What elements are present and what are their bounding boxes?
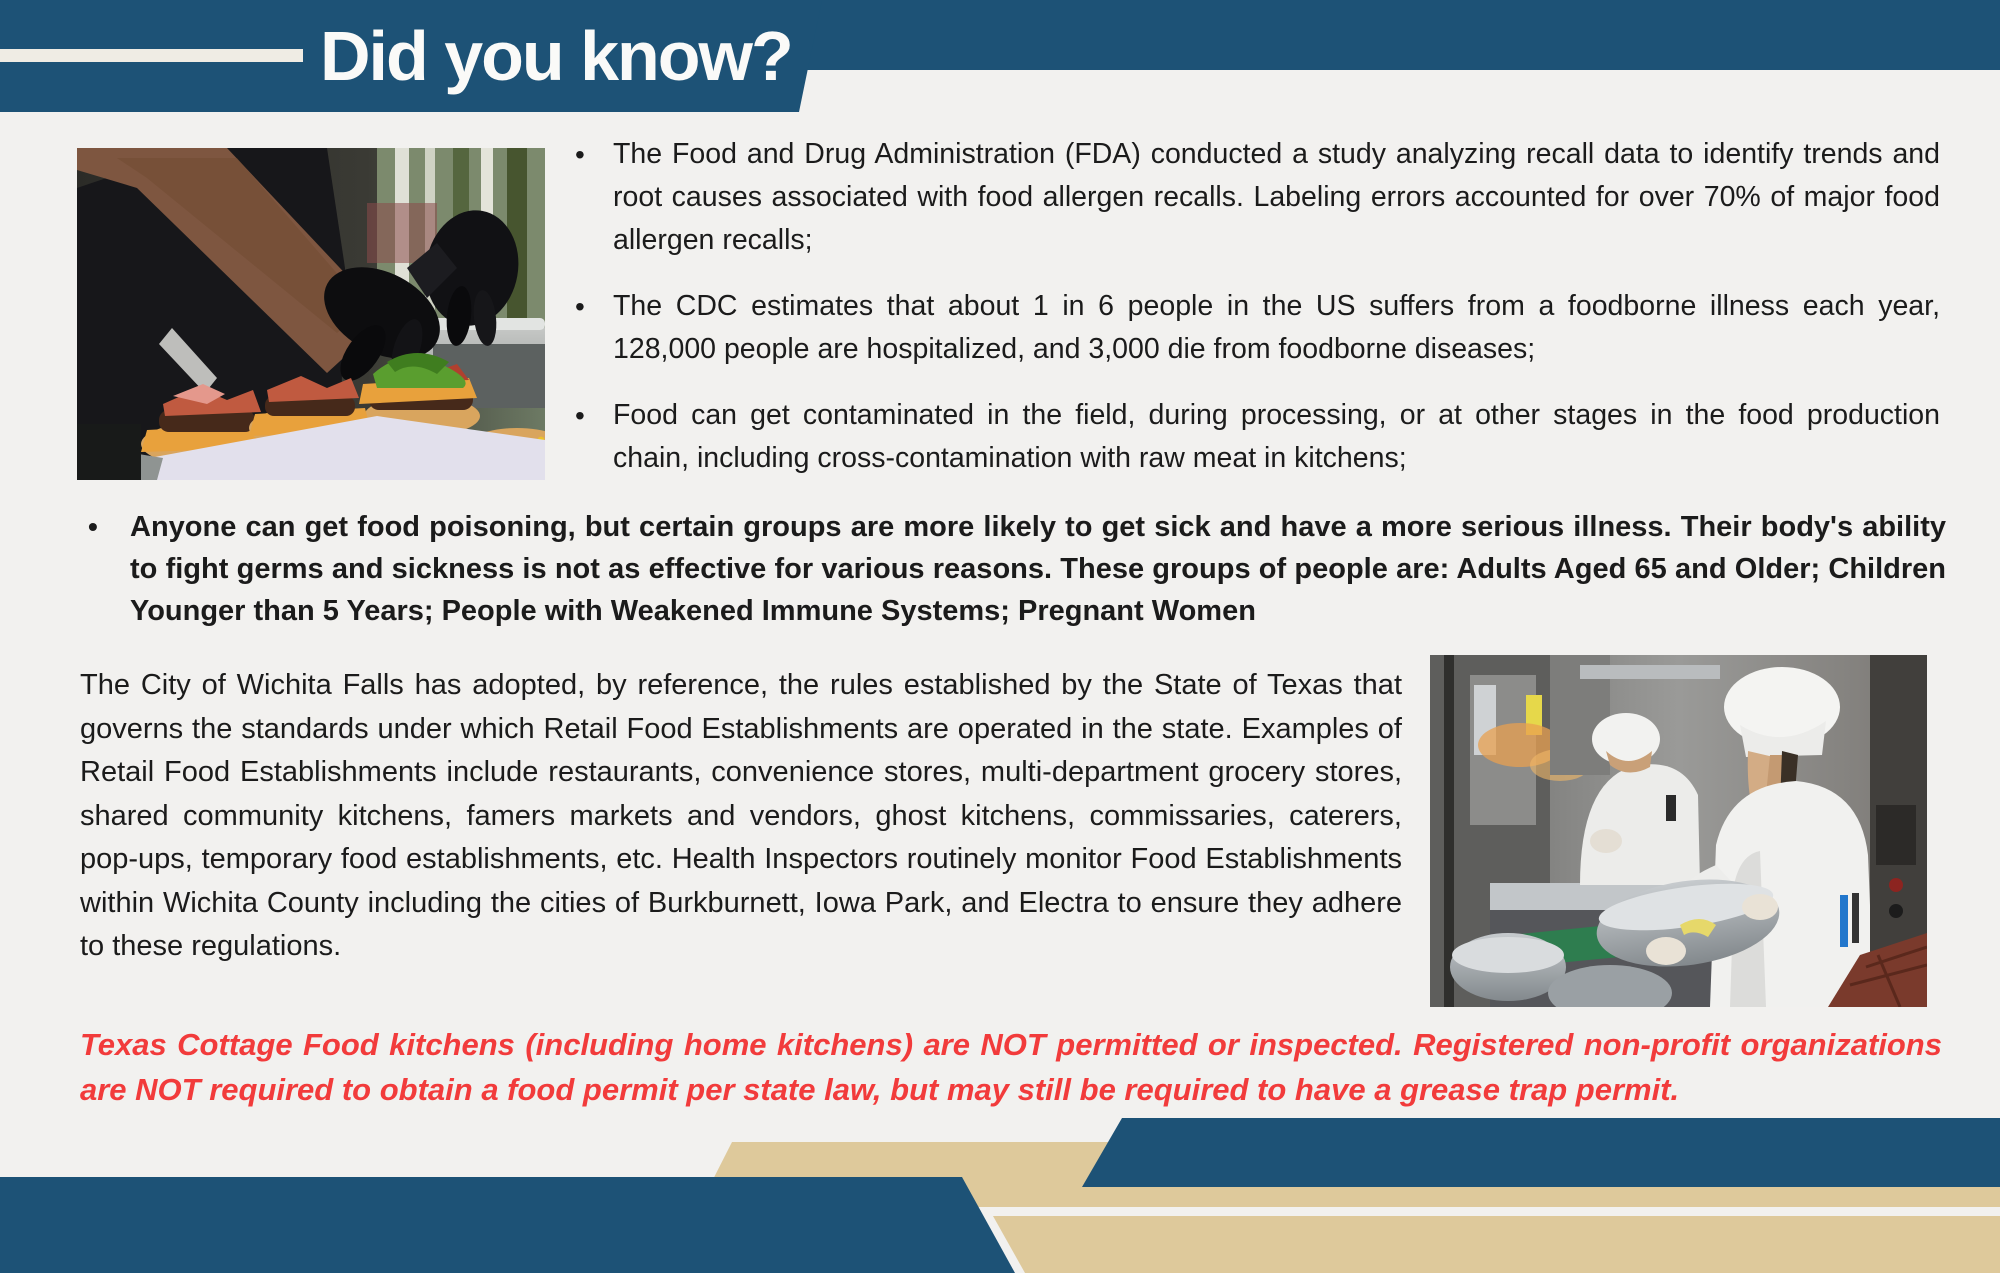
bullet-text: Food can get contaminated in the field, during processing, or at other stages in the food production chain, including cross-contamination with raw meat in kitchens;	[613, 399, 1940, 474]
bullet-text: The CDC estimates that about 1 in 6 people in the US suffers from a foodborne illness each year, 128,000 people are hospitalized, and 3,000 die from foodborne diseases;	[613, 290, 1940, 365]
header-accent-line	[0, 49, 303, 62]
tan-band-lower-shape	[993, 1216, 2000, 1273]
bullet-text: The Food and Drug Administration (FDA) conducted a study analyzing recall data to identify trends and root causes associated with food allergen recalls. Labeling errors accounted for over 70% of major food allergen recalls;	[613, 138, 1940, 256]
page-title: Did you know?	[320, 17, 792, 95]
kitchen-workers-photo	[1430, 655, 1927, 1007]
griddle	[77, 424, 141, 480]
list-item	[575, 133, 1940, 262]
bullet-icon: •	[575, 139, 585, 170]
bullet-icon: •	[88, 511, 98, 542]
list-item	[575, 285, 1940, 371]
bullet-list	[575, 133, 1940, 480]
tan-band-upper-shape	[699, 1142, 2000, 1207]
risk-groups-bullet	[88, 506, 1946, 632]
bullet-icon: •	[575, 400, 585, 431]
bullet-icon: •	[575, 291, 585, 322]
right-blue-band-shape	[1082, 1118, 2000, 1187]
header-title-wrap	[320, 0, 792, 112]
pen	[1840, 895, 1848, 947]
burger-prep-photo	[77, 148, 545, 480]
burger-prep-photo-graphic	[77, 148, 545, 480]
bullet-text: Anyone can get food poisoning, but certain groups are more likely to get sick and have a more serious illness. Their body's ability to fight germs and sickness is not as effective for various reasons. These groups of people are: Adults Aged 65 and Older; Children Younger than 5 Years; People with Weakened Immune Systems; Pregnant Women	[130, 511, 1946, 627]
list-item	[575, 394, 1940, 480]
cottage-food-notice: Texas Cottage Food kitchens (including home kitchens) are NOT permitted or inspected. Registered non-profit organizations are NOT required to obtain a food permit per state law, but may still be required to have a grease trap permit.	[80, 1027, 1942, 1107]
wichita-falls-paragraph: The City of Wichita Falls has adopted, by reference, the rules established by the State of Texas that governs the standards under which Retail Food Establishments are operated in the state. Examples of Retail Food Establishments include restaurants, convenience stores, multi-department grocery stores, shared community kitchens, famers markets and vendors, ghost kitchens, commissaries, caterers, pop-ups, temporary food establishments, etc. Health Inspectors routinely monitor Food Establishments within Wichita County including the cities of Burkburnett, Iowa Park, and Electra to ensure they adhere to these regulations.	[80, 669, 1402, 962]
kitchen-workers-photo-graphic	[1430, 655, 1927, 1007]
left-blue-band-shape	[0, 1177, 1015, 1273]
